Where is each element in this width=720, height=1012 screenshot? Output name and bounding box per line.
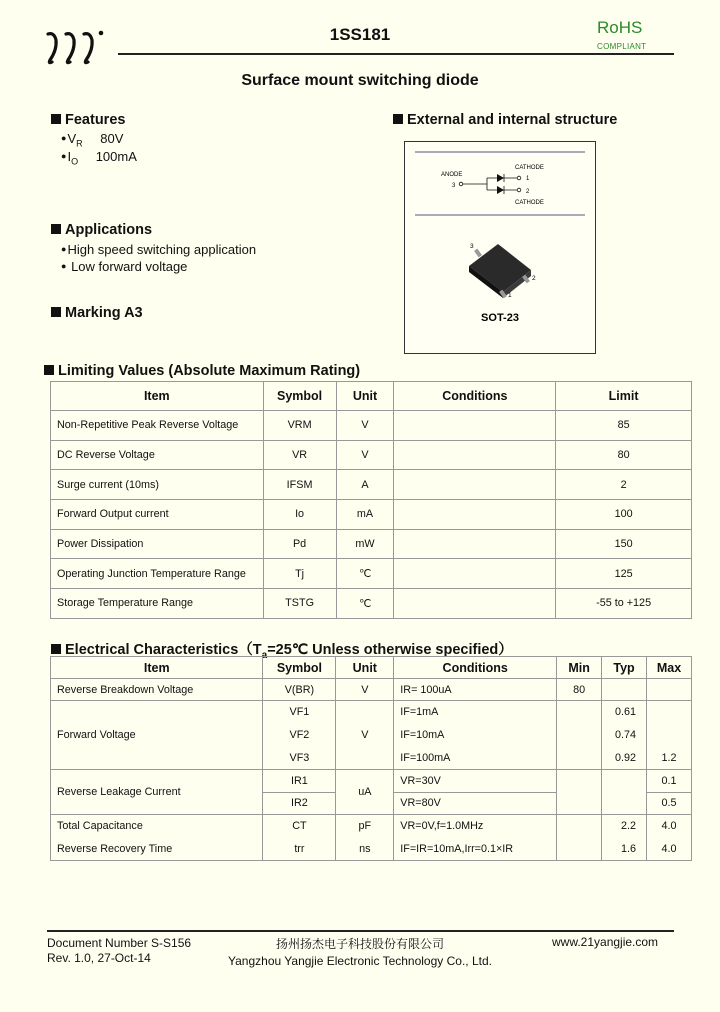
square-bullet-icon	[44, 365, 54, 375]
application-item: ● Low forward voltage	[61, 259, 188, 274]
structure-diagram	[404, 141, 596, 354]
part-number: 1SS181	[329, 25, 391, 44]
document-subtitle: Surface mount switching diode	[241, 72, 479, 89]
table-row: VF2 IF=10mA 0.74	[51, 724, 692, 747]
document-number: Document Number S-S156	[47, 936, 192, 950]
svg-text:SOT-23: SOT-23	[481, 312, 519, 324]
marking-heading: Marking A3	[51, 305, 143, 321]
svg-text:3: 3	[452, 183, 456, 189]
svg-text:3: 3	[470, 243, 474, 250]
application-item: ●High speed switching application	[61, 242, 257, 257]
table-row: IR2 VR=80V 0.5	[51, 792, 692, 815]
square-bullet-icon	[51, 114, 61, 124]
svg-text:2: 2	[526, 189, 530, 195]
square-bullet-icon	[393, 114, 403, 124]
table-row: Reverse Leakage Current IR1 uA VR=30V 0.1	[51, 770, 692, 793]
table-header-row: Item Symbol Unit Conditions Limit	[51, 382, 692, 411]
table-row: Surge current (10ms) IFSM A 2	[51, 470, 692, 500]
table-row: Non-Repetitive Peak Reverse Voltage VRM V 85	[51, 411, 692, 441]
electrical-characteristics-heading: Electrical $Characteristics(T_a=25℃$ Unless otherwise specified）	[51, 638, 513, 661]
diode-structure-diagram	[405, 142, 595, 353]
revision: Rev. 1.0, 27-Oct-14	[47, 951, 151, 965]
table-row: Total Capacitance CT pF VR=0V,f=1.0MHz 2.2 4.0	[51, 815, 692, 838]
svg-text:CATHODE: CATHODE	[515, 165, 544, 171]
limiting-values-heading: Limiting Values (Absolute Maximum Rating)	[44, 363, 360, 379]
applications-heading: Applications	[51, 222, 152, 238]
structure-heading: External and internal structure	[393, 112, 617, 128]
svg-text:2: 2	[532, 275, 536, 282]
limiting-values-table	[50, 381, 692, 619]
svg-text:CATHODE: CATHODE	[515, 200, 544, 206]
rohs-compliant-label: COMPLIANT	[597, 42, 647, 51]
company-name-chinese: 扬州扬杰电子科技股份有限公司	[275, 937, 444, 951]
table-row: Power Dissipation Pd mW 150	[51, 529, 692, 559]
svg-text:1: 1	[508, 292, 512, 299]
feature-io: $●I_O$ 100mA	[61, 149, 137, 167]
table-header-row: Item Symbol Unit Conditions Min Typ Max	[51, 657, 692, 679]
table-row: Reverse Recovery Time trr ns IF=IR=10mA,Irr=0.1×IR 1.6 4.0	[51, 838, 692, 861]
electrical-characteristics-table	[50, 656, 692, 861]
square-bullet-icon	[51, 307, 61, 317]
square-bullet-icon	[51, 224, 61, 234]
svg-text:ANODE: ANODE	[441, 172, 463, 178]
table-row: DC Reverse Voltage VR V 80	[51, 440, 692, 470]
table-row: Forward Voltage VF1 V IF=1mA 0.61	[51, 701, 692, 724]
table-row: Storage Temperature Range TSTG ℃ -55 to +125	[51, 589, 692, 619]
website-link[interactable]: www.21yangjie.com	[552, 935, 659, 949]
sot23-package	[469, 244, 531, 298]
table-row: Reverse Breakdown Voltage V(BR) V IR= 100uA 80	[51, 679, 692, 701]
svg-text:1: 1	[526, 176, 530, 182]
rohs-label: RoHS	[597, 18, 643, 37]
table-row: Operating Junction Temperature Range Tj ℃ 125	[51, 559, 692, 589]
square-bullet-icon	[51, 644, 61, 654]
footer-rule	[47, 930, 674, 932]
feature-vr: $●V_R$ 80V	[61, 131, 124, 149]
company-name-english: Yangzhou Yangjie Electronic Technology Co., Ltd.	[228, 954, 492, 968]
header-rule	[118, 53, 674, 55]
table-row: Forward Output current Io mA 100	[51, 500, 692, 530]
features-heading: Features	[51, 112, 125, 128]
table-row: VF3 IF=100mA 0.92 1.2	[51, 747, 692, 770]
